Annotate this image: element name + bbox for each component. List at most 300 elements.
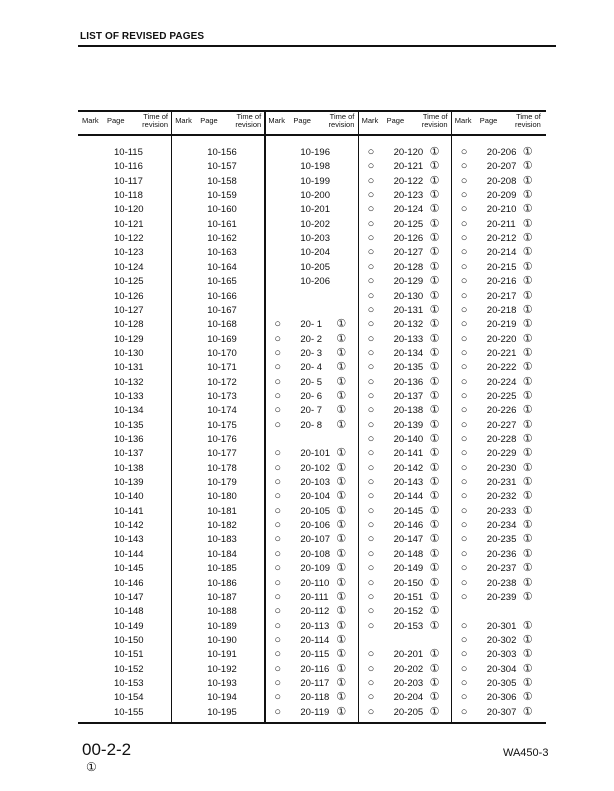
page-number: 10-167 [207,304,237,316]
revision-mark: ○ [460,519,468,532]
page-number: 20-215 [486,261,517,273]
revision-mark: ○ [460,217,468,230]
revision-number: ① [336,691,347,704]
revision-mark: ○ [460,275,468,288]
revision-mark: ○ [367,246,375,259]
page-number: 10-158 [207,175,237,187]
page-number: 10-186 [207,577,237,589]
revision-number: ① [429,260,440,273]
revision-mark: ○ [367,447,375,460]
page-number: 10-161 [207,218,237,230]
revision-mark: ○ [367,533,375,546]
page-number: 20-140 [393,434,424,445]
page-number: 20-134 [393,347,424,359]
footer-model: WA450-3 [503,747,549,759]
page-number: 20-302 [486,634,517,646]
revision-mark: ○ [367,705,375,718]
page-number: 20-113 [300,620,330,632]
page-number: 20-227 [486,419,517,431]
revision-mark: ○ [460,691,468,704]
page-number: 20- 8 [300,419,323,431]
page-number: 20-217 [486,290,517,302]
revision-mark: ○ [367,676,375,689]
revision-mark: ○ [460,389,468,402]
revision-mark: ○ [274,318,282,331]
page-number: 20-146 [393,520,424,532]
page-number: 20-220 [486,333,517,345]
page-number: 10-130 [114,347,144,359]
revision-number: ① [429,504,440,517]
header-page: Page [107,116,125,125]
header-page: Page [479,116,498,125]
column-group-divider [171,110,172,724]
revision-mark: ○ [367,189,375,202]
page-number: 20-203 [393,677,424,689]
revision-mark: ○ [274,691,282,704]
revision-mark: ○ [274,490,282,503]
page-number: 10-155 [114,706,144,718]
revision-number: ① [336,562,347,575]
revision-number: ① [429,576,440,589]
page-number: 10-202 [300,218,330,230]
revision-number: ① [522,217,533,230]
page-number: 20-115 [300,649,330,661]
page-number: 10-116 [114,161,143,173]
revision-number: ① [429,418,440,431]
revision-mark: ○ [367,490,375,503]
page-number: 20-303 [486,649,517,661]
revision-number: ① [336,547,347,560]
page-number: 10-157 [207,161,237,173]
page-number: 10-128 [114,319,144,331]
header-time-line2: revision [142,120,168,129]
page-number: 10-127 [114,304,144,316]
page-number: 20-109 [300,563,330,575]
page-number: 10-173 [207,390,237,402]
revision-number: ① [336,676,347,689]
header-time-of-revision [316,113,354,129]
page-number: 10-180 [207,491,237,503]
page-number: 10-196 [300,147,330,158]
revision-number: ① [336,332,347,345]
revision-number: ① [429,346,440,359]
page-number: 20-108 [300,548,330,560]
page-number: 10-195 [207,706,237,718]
page-number: 10-123 [114,247,144,259]
page-number: 10-170 [207,347,237,359]
revision-mark: ○ [367,260,375,273]
revision-number: ① [336,375,347,388]
revision-mark: ○ [460,260,468,273]
page-number: 10-181 [207,505,237,517]
revision-mark: ○ [367,389,375,402]
revision-number: ① [429,174,440,187]
revision-number: ① [522,275,533,288]
page-number: 20-112 [300,606,330,618]
page-number: 20-143 [393,477,424,489]
page-number: 10-133 [114,390,144,402]
page-number: 20-128 [393,261,424,273]
revision-number: ① [522,562,533,575]
page-number: 10-140 [114,491,144,503]
page-number: 10-171 [207,362,237,374]
page-number: 20-126 [393,233,424,245]
revision-number: ① [429,404,440,417]
page-number: 20-304 [486,663,517,675]
revision-mark: ○ [274,633,282,646]
revision-mark: ○ [367,504,375,517]
page-number: 20-120 [393,147,424,158]
revision-number: ① [336,504,347,517]
page-number: 10-124 [114,261,144,273]
page-number: 10-194 [207,692,237,704]
page-number: 10-184 [207,548,237,560]
revision-mark: ○ [460,361,468,374]
page-number: 20-142 [393,462,424,474]
page-number: 20-136 [393,376,424,388]
page-number: 10-117 [114,175,143,187]
revision-mark: ○ [274,375,282,388]
revision-mark: ○ [367,648,375,661]
page-number: 10-151 [114,649,144,661]
revision-number: ① [522,490,533,503]
page-number: 20-107 [300,534,330,546]
page-number: 10-125 [114,276,144,288]
page-number: 20-305 [486,677,517,689]
revision-number: ① [522,590,533,603]
page-number: 10-149 [114,620,144,632]
page-number: 10-138 [114,462,144,474]
revision-number: ① [522,303,533,316]
revision-number: ① [522,404,533,417]
page-number: 10-162 [207,233,237,245]
revision-mark: ○ [367,433,375,445]
page-number: 20-129 [393,276,424,288]
revision-number: ① [522,504,533,517]
header-mark: Mark [361,116,379,125]
page-number: 20-228 [486,434,517,445]
revision-mark: ○ [367,476,375,489]
revision-number: ① [336,633,347,646]
revision-number: ① [522,519,533,532]
page-number: 20-150 [393,577,424,589]
page-number: 10-183 [207,534,237,546]
revision-mark: ○ [460,633,468,646]
revision-number: ① [429,547,440,560]
page-number: 20-205 [393,706,424,718]
page-number: 20-153 [393,620,424,632]
revision-number: ① [522,361,533,374]
revision-mark: ○ [274,476,282,489]
revision-mark: ○ [367,146,375,158]
revision-mark: ○ [367,275,375,288]
page-number: 20-132 [393,319,424,331]
page-number: 10-121 [114,218,144,230]
page-number: 10-154 [114,692,144,704]
page-number: 20-124 [393,204,424,216]
column-group-divider [358,110,359,724]
revision-mark: ○ [460,590,468,603]
revision-number: ① [522,576,533,589]
page-number: 20-232 [486,491,517,503]
revision-mark: ○ [274,404,282,417]
revision-mark: ○ [274,346,282,359]
revision-number: ① [429,519,440,532]
revision-mark: ○ [367,590,375,603]
page-number: 10-129 [114,333,144,345]
revision-number: ① [522,375,533,388]
page-number: 10-203 [300,233,330,245]
page-number: 10-153 [114,677,144,689]
header-time-line2: revision [421,120,448,129]
revision-number: ① [429,246,440,259]
page-number: 20- 4 [300,362,323,374]
page-number: 20-119 [300,706,330,718]
page-number: 20- 1 [300,319,323,331]
page-number: 10-192 [207,663,237,675]
revision-mark: ○ [367,519,375,532]
page-number: 20-133 [393,333,424,345]
revision-number: ① [522,691,533,704]
page-number: 10-156 [207,147,237,158]
page-number: 20-219 [486,319,517,331]
page-number: 10-205 [300,261,330,273]
page-number: 20-221 [486,347,517,359]
page-number: 10-145 [114,563,144,575]
page-number: 20-204 [393,692,424,704]
page-number: 20-121 [393,161,424,173]
revision-number: ① [522,619,533,632]
revision-mark: ○ [460,146,468,158]
revision-mark: ○ [367,160,375,173]
page-number: 20-237 [486,563,517,575]
revision-mark: ○ [274,389,282,402]
page-number: 10-182 [207,520,237,532]
revision-mark: ○ [367,318,375,331]
revision-number: ① [429,389,440,402]
revision-number: ① [522,389,533,402]
revision-number: ① [522,533,533,546]
header-time-of-revision [130,113,168,129]
revision-mark: ○ [367,361,375,374]
page-number: 10-141 [114,505,144,517]
page-number: 10-185 [207,563,237,575]
revision-mark: ○ [460,547,468,560]
revision-mark: ○ [367,547,375,560]
footer-page-number: 00-2-2 [82,740,132,759]
header-mark: Mark [268,116,286,125]
page-number: 20-145 [393,505,424,517]
page-number: 10-146 [114,577,144,589]
revision-number: ① [336,318,347,331]
revision-number: ① [336,404,347,417]
revision-mark: ○ [274,605,282,618]
header-time-line2: revision [514,120,541,129]
revision-number: ① [522,418,533,431]
page-number: 20-233 [486,505,517,517]
page-number: 10-168 [207,319,237,331]
column-group-divider [264,110,265,724]
revision-mark: ○ [274,361,282,374]
revision-number: ① [336,346,347,359]
page-number: 20-235 [486,534,517,546]
header-time-line1: Time of [516,112,541,121]
page-number: 20-131 [393,304,424,316]
page-number: 20-118 [300,692,330,704]
revision-number: ① [522,547,533,560]
revision-mark: ○ [460,375,468,388]
revision-number: ① [522,232,533,245]
revision-mark: ○ [460,648,468,661]
page-number: 10-179 [207,477,237,489]
revision-mark: ○ [274,504,282,517]
revision-number: ① [336,447,347,460]
page-number: 10-169 [207,333,237,345]
revision-number: ① [429,619,440,632]
revision-number: ① [522,289,533,302]
footer-revision-mark: ① [86,760,97,774]
page-number: 10-118 [114,190,143,202]
revision-number: ① [429,562,440,575]
revision-number: ① [429,217,440,230]
revision-number: ① [336,605,347,618]
header-time-line1: Time of [143,112,168,121]
revision-mark: ○ [274,519,282,532]
header-page: Page [386,116,405,125]
revision-mark: ○ [460,619,468,632]
header-mark: Mark [454,116,472,125]
revision-number: ① [429,160,440,173]
header-time-line1: Time of [422,112,448,121]
page-number: 10-176 [207,434,237,445]
revision-mark: ○ [460,676,468,689]
page-number: 10-163 [207,247,237,259]
revision-number: ① [429,476,440,489]
page-number: 10-142 [114,520,144,532]
page-number: 20-229 [486,448,517,460]
header-time-line1: Time of [329,112,355,121]
revision-mark: ○ [274,676,282,689]
revision-mark: ○ [460,562,468,575]
page-number: 20-208 [486,175,517,187]
page-number: 20-301 [486,620,517,632]
revision-number: ① [336,705,347,718]
revision-mark: ○ [367,232,375,245]
revision-mark: ○ [460,332,468,345]
revision-number: ① [429,691,440,704]
revision-number: ① [429,146,440,158]
page-number: 20-226 [486,405,517,417]
page-number: 20-231 [486,477,517,489]
revision-number: ① [336,476,347,489]
page-number: 10-120 [114,204,144,216]
revision-number: ① [336,461,347,474]
revision-mark: ○ [460,346,468,359]
page-number: 10-172 [207,376,237,388]
revision-mark: ○ [460,504,468,517]
page-number: 20-236 [486,548,517,560]
revision-mark: ○ [367,303,375,316]
page-number: 20-123 [393,190,424,202]
revision-mark: ○ [274,590,282,603]
page-number: 10-137 [114,448,144,460]
revision-mark: ○ [460,303,468,316]
page-number: 20-239 [486,591,517,603]
page-number: 20- 6 [300,390,323,402]
page-number: 10-191 [207,649,237,661]
revision-number: ① [429,590,440,603]
page-number: 20-214 [486,247,517,259]
title-rule [78,45,556,47]
revision-mark: ○ [460,447,468,460]
revision-number: ① [429,490,440,503]
revision-mark: ○ [274,533,282,546]
revision-number: ① [336,533,347,546]
page-number: 10-160 [207,204,237,216]
page-number: 20-137 [393,390,424,402]
revision-mark: ○ [460,476,468,489]
revision-number: ① [429,461,440,474]
page-number: 10-174 [207,405,237,417]
revision-number: ① [429,375,440,388]
page-number: 20-147 [393,534,424,546]
revision-mark: ○ [367,461,375,474]
page-number: 20-130 [393,290,424,302]
page-number: 20- 2 [300,333,323,345]
revision-mark: ○ [460,189,468,202]
page-number: 20-127 [393,247,424,259]
page-number: 20-141 [393,448,424,460]
page-number: 10-132 [114,376,144,388]
page-number: 10-135 [114,419,144,431]
page-number: 20-201 [393,649,424,661]
page-number: 20-152 [393,606,424,618]
page-number: 10-115 [114,147,143,158]
header-mark: Mark [82,116,99,125]
revision-number: ① [336,576,347,589]
revision-number: ① [429,189,440,202]
revision-number: ① [429,676,440,689]
revision-number: ① [522,346,533,359]
header-time-line2: revision [328,120,355,129]
header-mark: Mark [175,116,192,125]
page-number: 20-106 [300,520,330,532]
revision-mark: ○ [460,232,468,245]
revision-mark: ○ [367,289,375,302]
page-number: 20-206 [486,147,517,158]
page-number: 10-131 [114,362,144,374]
page-number: 10-134 [114,405,144,417]
page-number: 10-159 [207,190,237,202]
page-number: 10-187 [207,591,237,603]
page-number: 10-143 [114,534,144,546]
revision-mark: ○ [460,705,468,718]
revision-mark: ○ [460,289,468,302]
page-number: 20-234 [486,520,517,532]
revision-mark: ○ [274,662,282,675]
page-number: 10-166 [207,290,237,302]
page-number: 20-211 [486,218,516,230]
page-number: 20-139 [393,419,424,431]
revision-number: ① [429,605,440,618]
page-number: 10-190 [207,634,237,646]
revision-mark: ○ [274,447,282,460]
page-number: 20-110 [300,577,330,589]
revision-number: ① [336,590,347,603]
revision-number: ① [522,676,533,689]
page-number: 10-198 [300,161,330,173]
revision-mark: ○ [460,576,468,589]
